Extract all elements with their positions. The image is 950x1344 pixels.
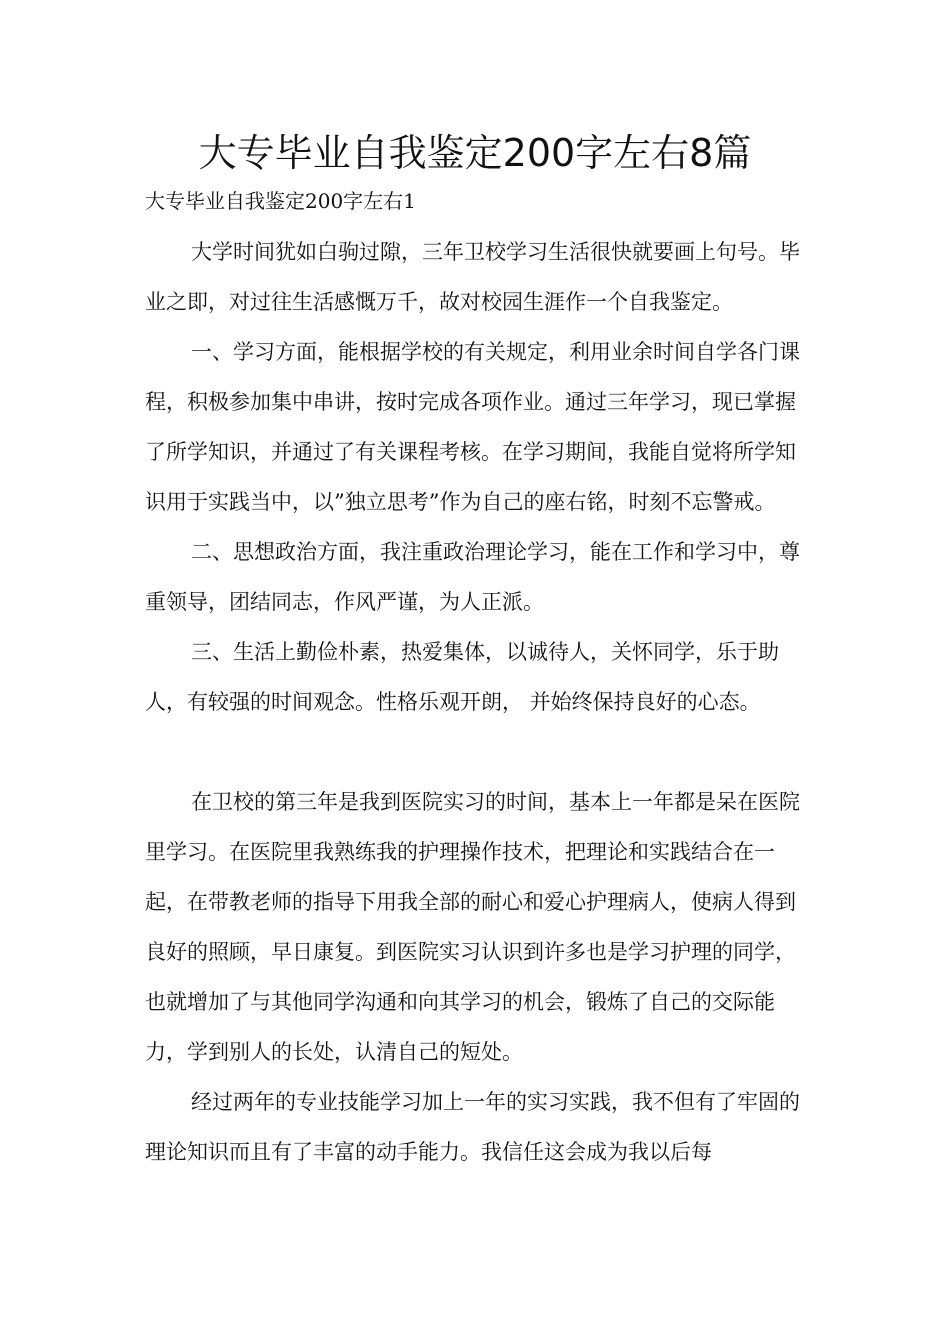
document-body	[145, 227, 810, 1177]
document-title: 大专毕业自我鉴定200字左右8篇	[198, 131, 752, 175]
paragraph-politics: 二、思想政治方面，我注重政治理论学习，能在工作和学习中，尊重领导，团结同志，作风严谨，为人正派。	[145, 540, 800, 614]
paragraph-skills: 经过两年的专业技能学习加上一年的实习实践，我不但有了牢固的理论知识而且有了丰富的动手能力。我信任这会成为我以后每	[145, 1090, 800, 1164]
paragraph-life: 三、生活上勤俭朴素，热爱集体，以诚待人，关怀同学，乐于助人，有较强的时间观念。性格乐观开朗， 并始终保持良好的心态。	[145, 640, 779, 714]
section-heading: 大专毕业自我鉴定200字左右1	[145, 189, 416, 213]
paragraph-study: 一、学习方面，能根据学校的有关规定，利用业余时间自学各门课程，积极参加集中串讲，按时完成各项作业。通过三年学习，现已掌握了所学知识，并通过了有关课程考核。在学习期间，我能自觉将所学知识用于实践当中，以”独立思考”作为自己的座右铭，时刻不忘警戒。	[145, 340, 800, 514]
paragraph-internship: 在卫校的第三年是我到医院实习的时间，基本上一年都是呆在医院里学习。在医院里我熟练我的护理操作技术，把理论和实践结合在一起，在带教老师的指导下用我全部的耐心和爱心护理病人，使病人得到良好的照顾，早日康复。到医院实习认识到许多也是学习护理的同学，也就增加了与其他同学沟通和向其学习的机会，锻炼了自己的交际能力，学到别人的长处，认清自己的短处。	[145, 790, 800, 1064]
paragraph-intro: 大学时间犹如白驹过隙，三年卫校学习生活很快就要画上句号。毕业之即，对过往生活感慨万千，故对校园生涯作一个自我鉴定。	[145, 240, 800, 314]
